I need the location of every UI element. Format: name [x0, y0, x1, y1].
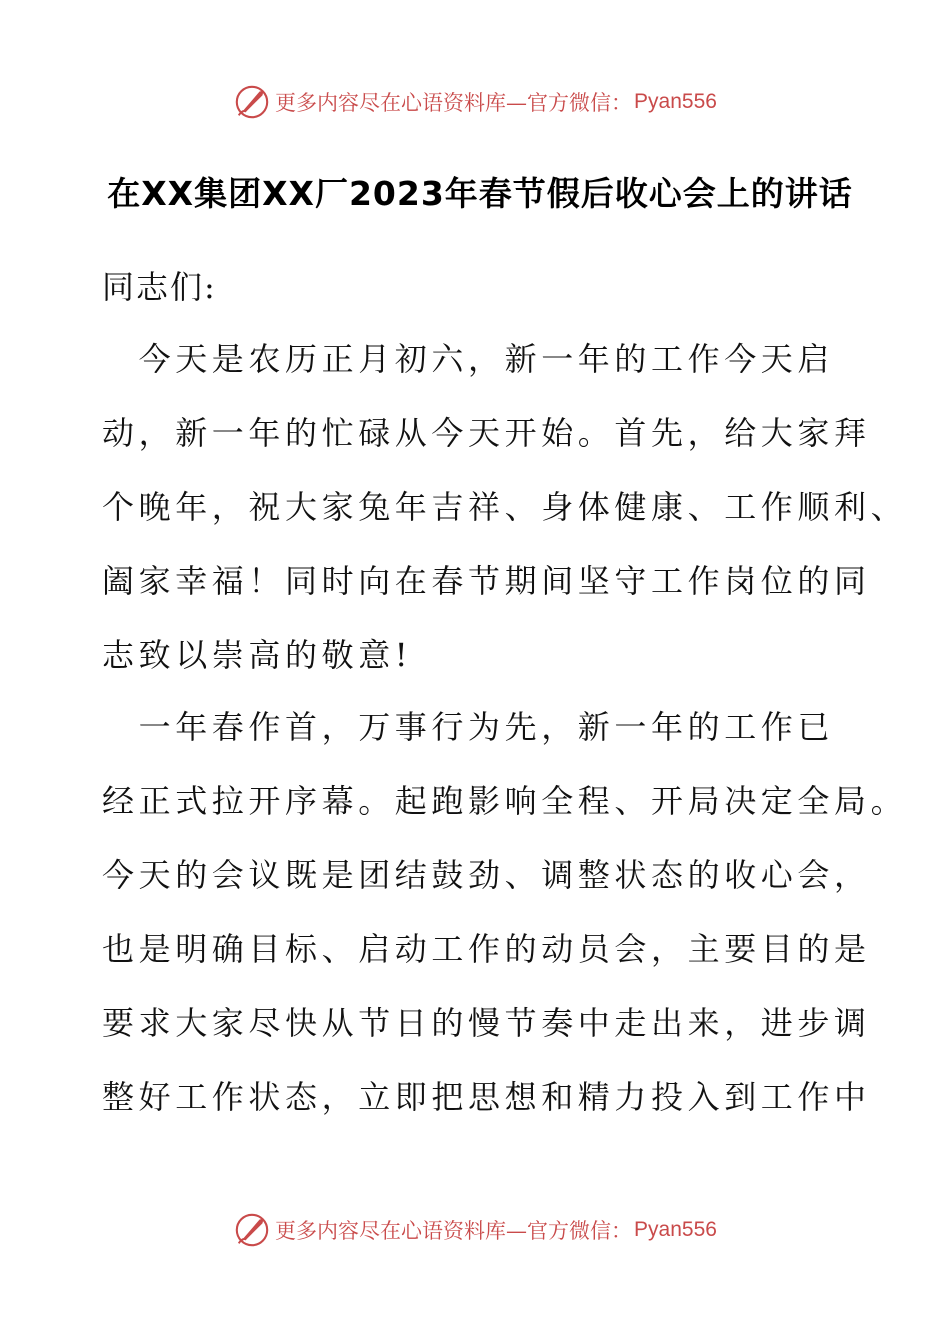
paragraph-line: 整好工作状态，立即把思想和精力投入到工作中 — [102, 1078, 871, 1116]
header-banner — [0, 80, 950, 124]
paragraph-line: 今天是农历正月初六，新一年的工作今天启 — [102, 340, 835, 378]
paragraph-line: 阖家幸福！同时向在春节期间坚守工作岗位的同 — [102, 562, 871, 600]
greeting: 同志们: — [102, 268, 217, 306]
paragraph-2 — [102, 690, 908, 1134]
footer-banner — [0, 1208, 950, 1252]
banner-text: 更多内容尽在心语资料库—官方微信： — [275, 91, 633, 115]
document-title: 在XX集团XX厂2023年春节假后收心会上的讲话 — [107, 174, 853, 213]
paragraph-line: 个晚年，祝大家兔年吉祥、身体健康、工作顺利、 — [102, 488, 908, 526]
paragraph-1 — [102, 322, 908, 692]
quill-pen-logo-icon — [233, 1211, 271, 1249]
paragraph-line: 今天的会议既是团结鼓劲、调整状态的收心会， — [102, 856, 871, 894]
paragraph-line: 经正式拉开序幕。起跑影响全程、开局决定全局。 — [102, 782, 908, 820]
paragraph-line: 一年春作首，万事行为先，新一年的工作已 — [102, 708, 835, 746]
paragraph-line: 要求大家尽快从节日的慢节奏中走出来，进步调 — [102, 1004, 871, 1042]
banner-handle: Pyan556 — [634, 90, 717, 113]
paragraph-line: 也是明确目标、启动工作的动员会，主要目的是 — [102, 930, 871, 968]
quill-pen-logo-icon — [233, 83, 271, 121]
banner-text: 更多内容尽在心语资料库—官方微信： — [275, 1219, 633, 1243]
paragraph-line: 动，新一年的忙碌从今天开始。首先，给大家拜 — [102, 414, 871, 452]
paragraph-line: 志致以崇高的敬意! — [102, 636, 413, 674]
banner-handle: Pyan556 — [634, 1218, 717, 1241]
